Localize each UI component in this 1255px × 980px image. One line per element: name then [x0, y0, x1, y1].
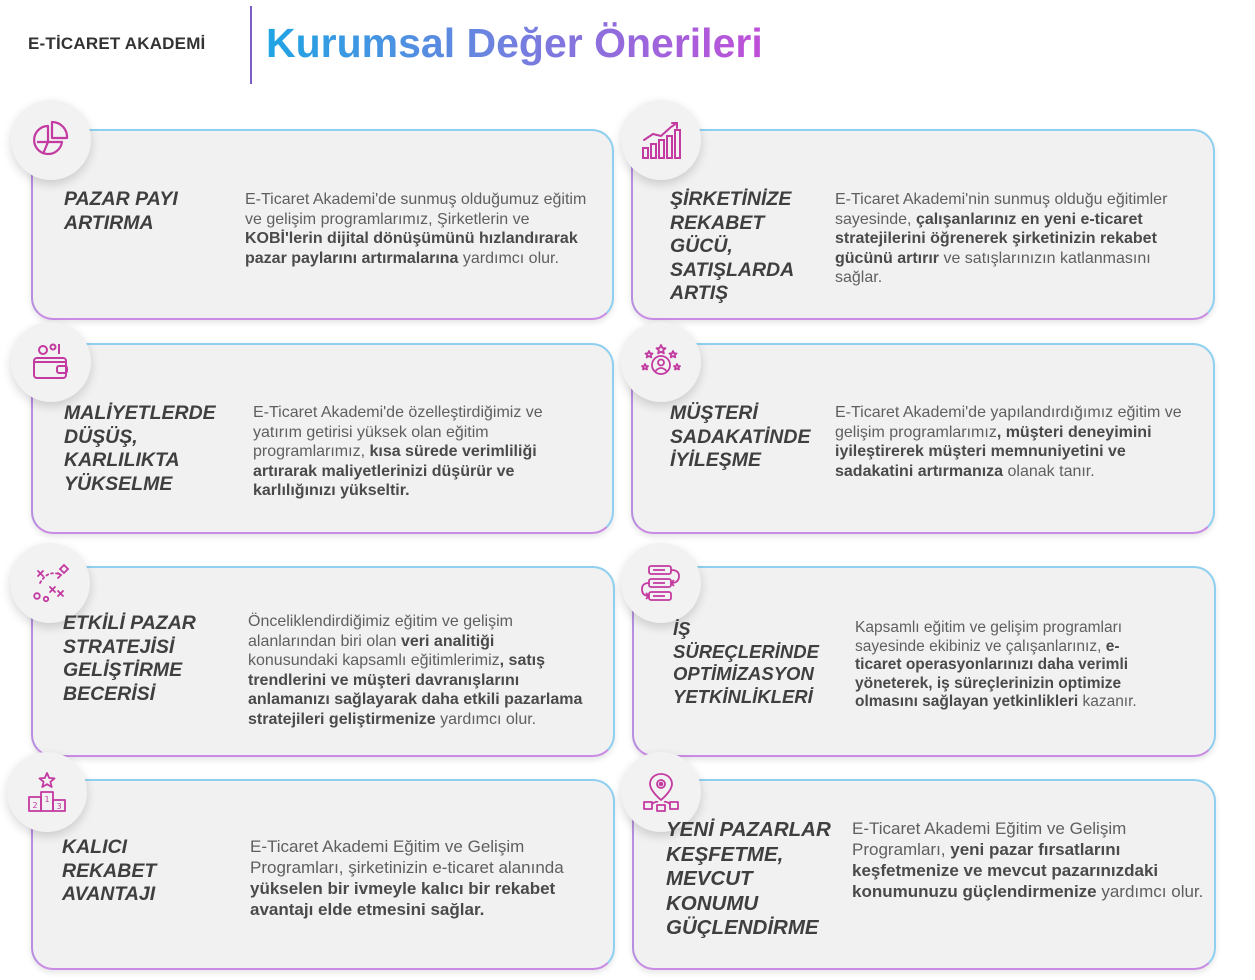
- description-run: olanak tanır.: [1003, 462, 1095, 480]
- strategy-play-icon: [28, 561, 72, 605]
- description-run: Kapsamlı eğitim ve gelişim programları sayesinde ekibiniz ve çalışanlarınız,: [855, 619, 1123, 655]
- description-run: ve satışlarınızın katlanmasını sağlar.: [835, 249, 1151, 287]
- card-1-description: [245, 190, 595, 268]
- description-run: e-ticaret operasyonlarınızı daha verimli yöneterek, iş süreçlerinizin optimize olmasını sağlayan yetkinlikleri: [855, 637, 1129, 711]
- pie-chart-icon: [29, 118, 73, 162]
- description-run: yardımcı olur.: [458, 249, 559, 267]
- card-6-title: İŞ SÜREÇLERİNDE OPTİMİZASYON YETKİNLİKLERİ: [673, 618, 819, 707]
- card-7-icon-badge: [7, 752, 87, 832]
- card-7-title: KALICI REKABET AVANTAJI: [62, 836, 157, 905]
- description-run: E-Ticaret Akademi'nin sunmuş olduğu eğitimler sayesinde,: [835, 191, 1168, 228]
- podium-label-3: 3: [56, 802, 62, 811]
- podium-label-1: 1: [44, 795, 50, 804]
- card-8-title: YENİ PAZARLAR KEŞFETME, MEVCUT KONUMU GÜÇLENDİRME: [666, 818, 831, 939]
- brand-name: E-TİCARET AKADEMİ: [28, 34, 206, 53]
- description-run: konusundaki kapsamlı eğitimlerimiz: [248, 652, 500, 670]
- card-1-title: PAZAR PAYI ARTIRMA: [64, 188, 178, 234]
- card-4-title: MÜŞTERİ SADAKATİNDE İYİLEŞME: [670, 402, 811, 471]
- description-run: veri analitiği: [401, 632, 495, 650]
- podium-icon: [25, 770, 69, 814]
- description-run: E-Ticaret Akademi'de özelleştirdiğimiz ve yatırım getirisi yüksek olan eğitim programlarımız,: [253, 404, 543, 461]
- description-run: E-Ticaret Akademi'de sunmuş olduğumuz eğitim ve gelişim programlarımız, Şirketlerin ve: [245, 191, 587, 228]
- card-5-icon-badge: [10, 543, 90, 623]
- description-run: Önceliklendirdiğimiz eğitim ve gelişim alanlarından biri olan: [248, 613, 513, 650]
- description-run: KOBİ'lerin dijital dönüşümünü hızlandırarak pazar paylarını artırmalarına: [245, 230, 578, 267]
- card-2-title: ŞİRKETİNİZE REKABET GÜCÜ, SATIŞLARDA ARTIŞ: [670, 188, 794, 304]
- card-7-description: [250, 836, 605, 920]
- customer-stars-icon: [639, 340, 683, 384]
- description-run: , satış trendlerini ve müşteri davranışlarını anlamanızı sağlayarak daha etkili pazarlama stratejileri geliştirmenize: [248, 652, 583, 728]
- description-run: yükselen bir ivmeyle kalıcı bir rekabet avantajı elde etmesini sağlar.: [250, 879, 556, 919]
- wallet-coins-icon: [29, 340, 73, 384]
- growth-bar-chart-icon: [639, 118, 683, 162]
- description-run: yardımcı olur.: [435, 710, 537, 728]
- card-5-description: [248, 612, 588, 730]
- process-flow-icon: [639, 561, 683, 605]
- description-run: kısa sürede verimliliği artırarak maliyetlerinizi düşürür ve karlılığınızı yükseltir.: [253, 443, 537, 500]
- description-run: çalışanlarınız en yeni e-ticaret stratejilerini öğrenerek şirketinizin rekabet gücünü artırır: [835, 210, 1157, 267]
- description-run: yardımcı olur.: [1096, 882, 1204, 901]
- card-4-icon-badge: [621, 322, 701, 402]
- card-4-description: [835, 403, 1185, 481]
- description-run: yeni pazar fırsatlarını keşfetmenize ve mevcut pazarınızdaki konumunuzu güçlendirmenize: [852, 840, 1159, 901]
- podium-label-2: 2: [32, 801, 38, 810]
- new-market-location-icon: [639, 770, 683, 814]
- card-3-title: MALİYETLERDE DÜŞÜŞ, KARLILIKTA YÜKSELME: [64, 402, 216, 495]
- page-title: Kurumsal Değer Önerileri: [266, 20, 763, 66]
- description-run: E-Ticaret Akademi'de yapılandırdığımız eğitim ve gelişim programlarımız: [835, 404, 1182, 441]
- card-2-description: [835, 190, 1185, 288]
- header-divider: [250, 6, 252, 84]
- card-2-icon-badge: [621, 100, 701, 180]
- card-6-description: [855, 619, 1165, 712]
- description-run: kazanır.: [1078, 693, 1137, 711]
- card-6-icon-badge: [621, 543, 701, 623]
- card-3-description: [253, 403, 593, 501]
- card-1-icon-badge: [11, 100, 91, 180]
- description-run: , müşteri deneyimini iyileştirerek müşteri memnuniyetini ve sadakatini artırmanıza: [835, 423, 1152, 480]
- description-run: E-Ticaret Akademi Eğitim ve Gelişim Programları, şirketinizin e-ticaret alanında: [250, 837, 564, 877]
- description-run: E-Ticaret Akademi Eğitim ve Gelişim Programları,: [852, 819, 1127, 859]
- card-3-icon-badge: [11, 322, 91, 402]
- card-8-description: [852, 818, 1212, 902]
- card-5-title: ETKİLİ PAZAR STRATEJİSİ GELİŞTİRME BECERİSİ: [63, 612, 196, 705]
